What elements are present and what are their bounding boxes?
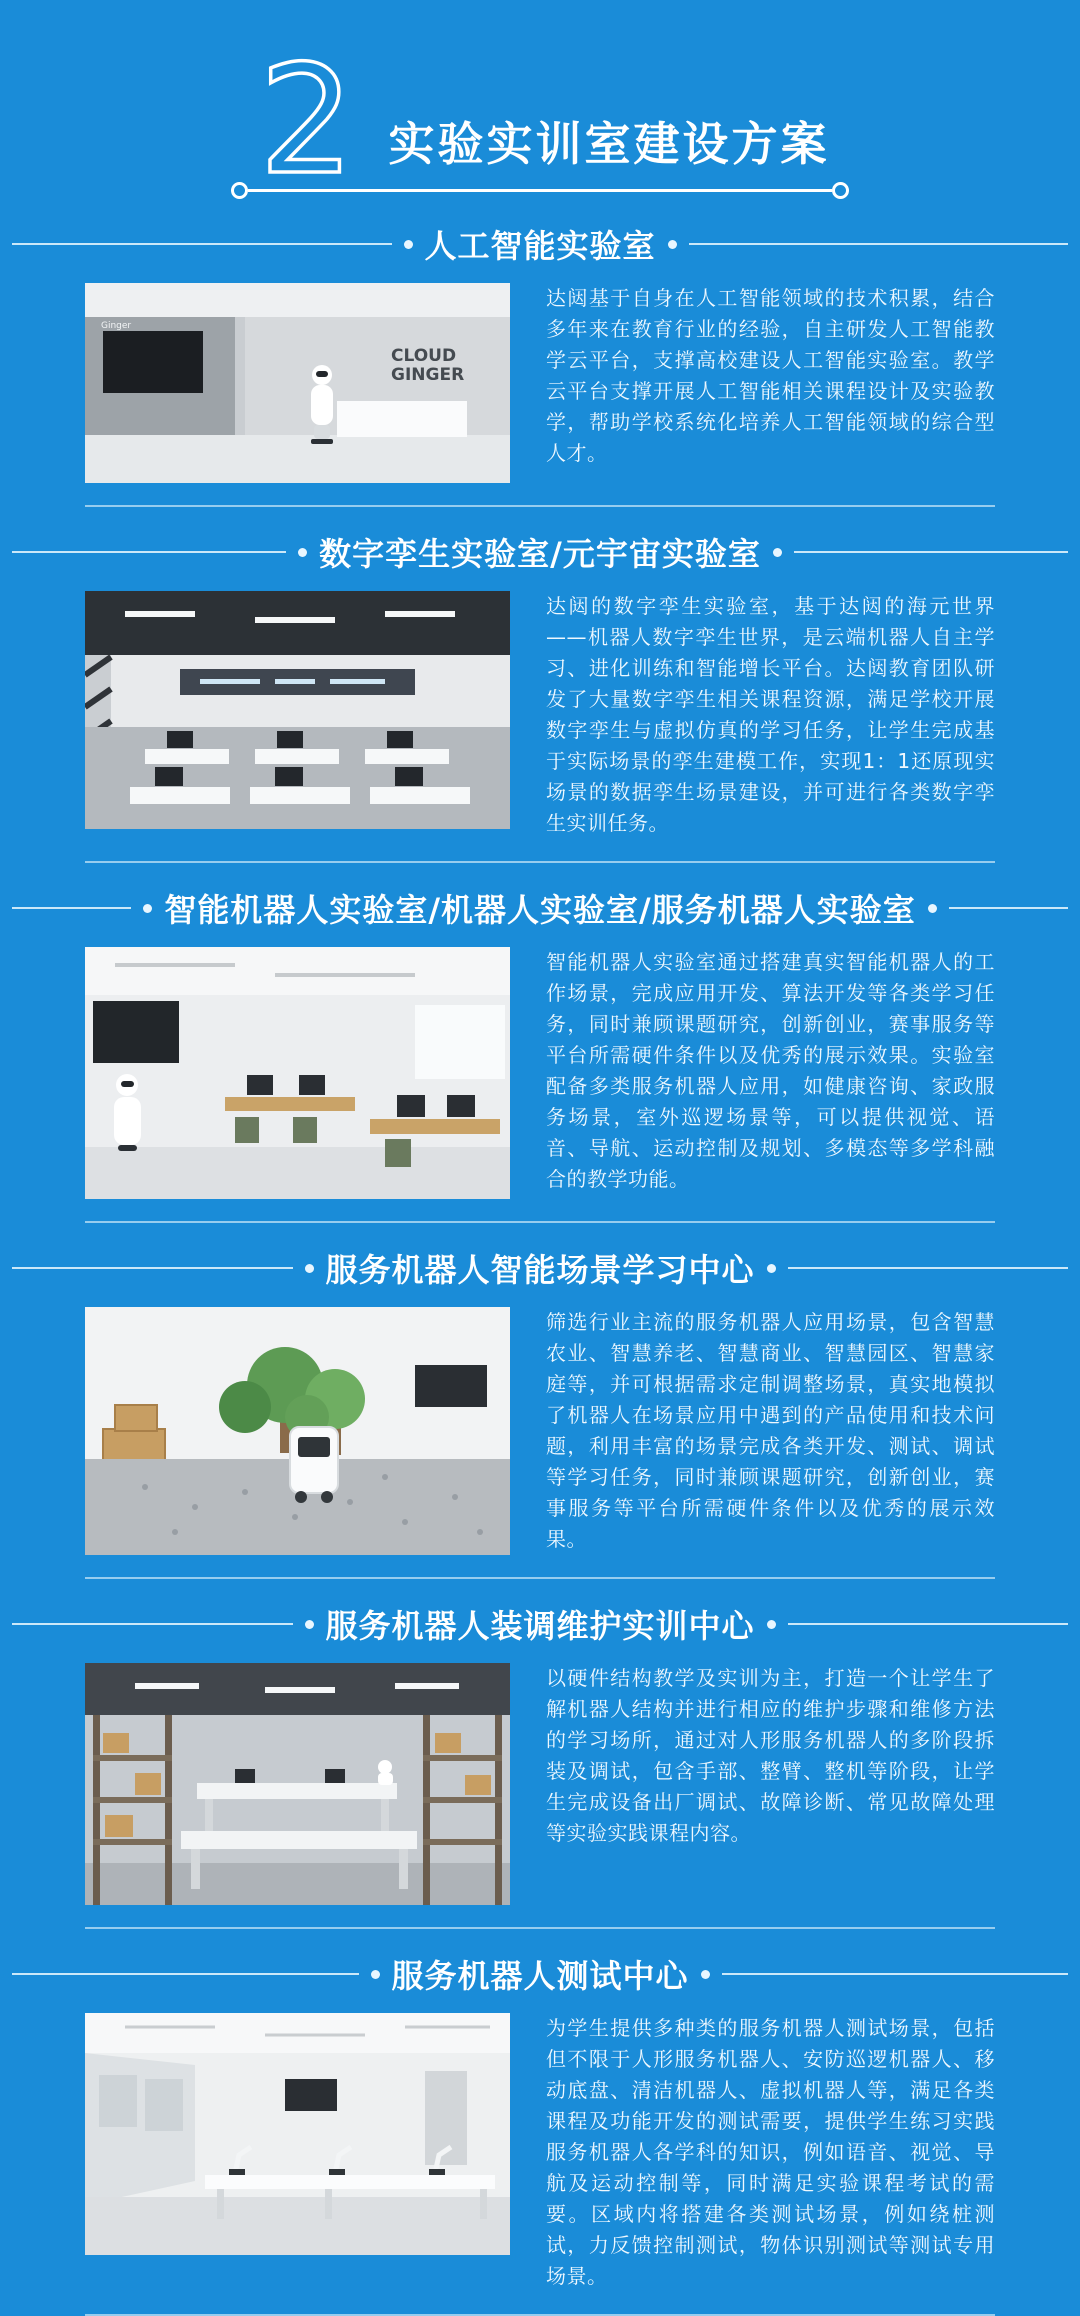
section-title-row: [0, 1245, 1080, 1291]
title-dot-left: [305, 1264, 314, 1273]
cloud-wall-text: CLOUD: [391, 346, 457, 366]
robot-test-center-photo: [85, 2013, 510, 2255]
humanoid-robot: [311, 365, 333, 444]
title-dot-right: [701, 1970, 710, 1979]
section-test-center: [0, 1951, 1080, 2316]
scene-learning-center-photo: [85, 1307, 510, 1555]
title-dot-right: [773, 548, 782, 557]
section-digital-twin-lab: [0, 529, 1080, 863]
delivery-robot: [290, 1427, 338, 1503]
section-title-row: [0, 885, 1080, 931]
section-title: 人工智能实验室: [424, 227, 656, 265]
big-number-2: 2: [258, 34, 354, 186]
section-title: 服务机器人装调维护实训中心: [325, 1607, 755, 1645]
section-title-row: [0, 221, 1080, 267]
section-title: 服务机器人测试中心: [391, 1957, 689, 1995]
ginger-wall-text: GINGER: [391, 365, 465, 385]
section-title-row: [0, 1951, 1080, 1997]
maintenance-training-center-photo: [85, 1663, 510, 1905]
section-maintenance-center: [0, 1601, 1080, 1929]
robot-lab-photo: [85, 947, 510, 1199]
section-body-text: 达闼基于自身在人工智能领域的技术积累，结合多年来在教育行业的经验，自主研发人工智能教学云平台，支撑高校建设人工智能实验室。教学云平台支撑开展人工智能相关课程设计及实验教学，帮助学校系统化培养人工智能领域的综合型人才。: [546, 286, 995, 465]
line-end-ring-left: [231, 182, 248, 199]
humanoid-robot: [114, 1074, 141, 1151]
section-title: 服务机器人智能场景学习中心: [325, 1251, 755, 1289]
section-ai-lab: [0, 221, 1080, 507]
title-dot-left: [143, 904, 152, 913]
line-end-ring-right: [832, 182, 849, 199]
title-dot-left: [298, 548, 307, 557]
title-dot-right: [767, 1264, 776, 1273]
section-title-row: [0, 1601, 1080, 1647]
wall-screen: [285, 2079, 337, 2111]
title-dot-right: [928, 904, 937, 913]
section-divider: [85, 1221, 995, 1223]
title-dot-right: [767, 1620, 776, 1629]
section-title: 智能机器人实验室/机器人实验室/服务机器人实验室: [164, 891, 916, 929]
section-body-text: 以硬件结构教学及实训为主，打造一个让学生了解机器人结构并进行相应的维护步骤和维修方法的学习场所，通过对人形服务机器人的多阶段拆装及调试，包含手部、整臂、整机等阶段，让学生完成设备出厂调试、故障诊断、常见故障处理等实验实践课程内容。: [546, 1666, 995, 1845]
section-divider: [85, 1577, 995, 1579]
page-title: 实验实训室建设方案: [388, 117, 830, 171]
section-body-text: 智能机器人实验室通过搭建真实智能机器人的工作场景，完成应用开发、算法开发等各类学习任务，同时兼顾课题研究，创新创业，赛事服务等平台所需硬件条件以及优秀的展示效果。实验室配备多类服务机器人应用，如健康咨询、家政服务场景，室外巡逻场景等，可以提供视觉、语音、导航、运动控制及规划、多模态等多学科融合的教学功能。: [546, 950, 995, 1191]
section-number-outline: [251, 34, 361, 186]
section-body-text: 筛选行业主流的服务机器人应用场景，包含智慧农业、智慧养老、智慧商业、智慧园区、智慧家庭等，并可根据需求定制调整场景，真实地模拟了机器人在场景应用中遇到的产品使用和技术问题，利用丰富的场景完成各类开发、测试、调试等学习任务，同时兼顾课题研究，创新创业，赛事服务等平台所需硬件条件以及优秀的展示效果。: [546, 1310, 995, 1551]
section-divider: [85, 861, 995, 863]
section-divider: [85, 505, 995, 507]
section-title: 数字孪生实验室/元宇宙实验室: [319, 535, 761, 573]
section-scene-learning-center: [0, 1245, 1080, 1579]
ai-lab-photo: [85, 283, 510, 483]
section-body-text: 达闼的数字孪生实验室，基于达闼的海元世界——机器人数字孪生世界，是云端机器人自主学习、进化训练和智能增长平台。达闼教育团队研发了大量数字孪生相关课程资源，满足学校开展数字孪生与虚拟仿真的学习任务，让学生完成基于实际场景的孪生建模工作，实现1：1还原现实场景的数据孪生场景建设，并可进行各类数字孪生实训任务。: [546, 594, 995, 835]
section-robot-lab: [0, 885, 1080, 1223]
title-dot-left: [305, 1620, 314, 1629]
digital-twin-lab-photo: [85, 591, 510, 829]
title-dot-left: [404, 240, 413, 249]
page-header: [0, 0, 1080, 199]
title-dot-left: [371, 1970, 380, 1979]
section-title-row: [0, 529, 1080, 575]
ginger-brand-text: Ginger: [101, 321, 132, 331]
title-dot-right: [668, 240, 677, 249]
section-body-text: 为学生提供多种类的服务机器人测试场景，包括但不限于人形服务机器人、安防巡逻机器人、移动底盘、清洁机器人、虚拟机器人等，满足各类课程及功能开发的测试需要，提供学生练习实践服务机器人各学科的知识，例如语音、视觉、导航及运动控制等，同时满足实验课程考试的需要。区域内将搭建各类测试场景，例如绕桩测试，力反馈控制测试，物体识别测试等测试专用场景。: [546, 2016, 995, 2288]
section-divider: [85, 1927, 995, 1929]
